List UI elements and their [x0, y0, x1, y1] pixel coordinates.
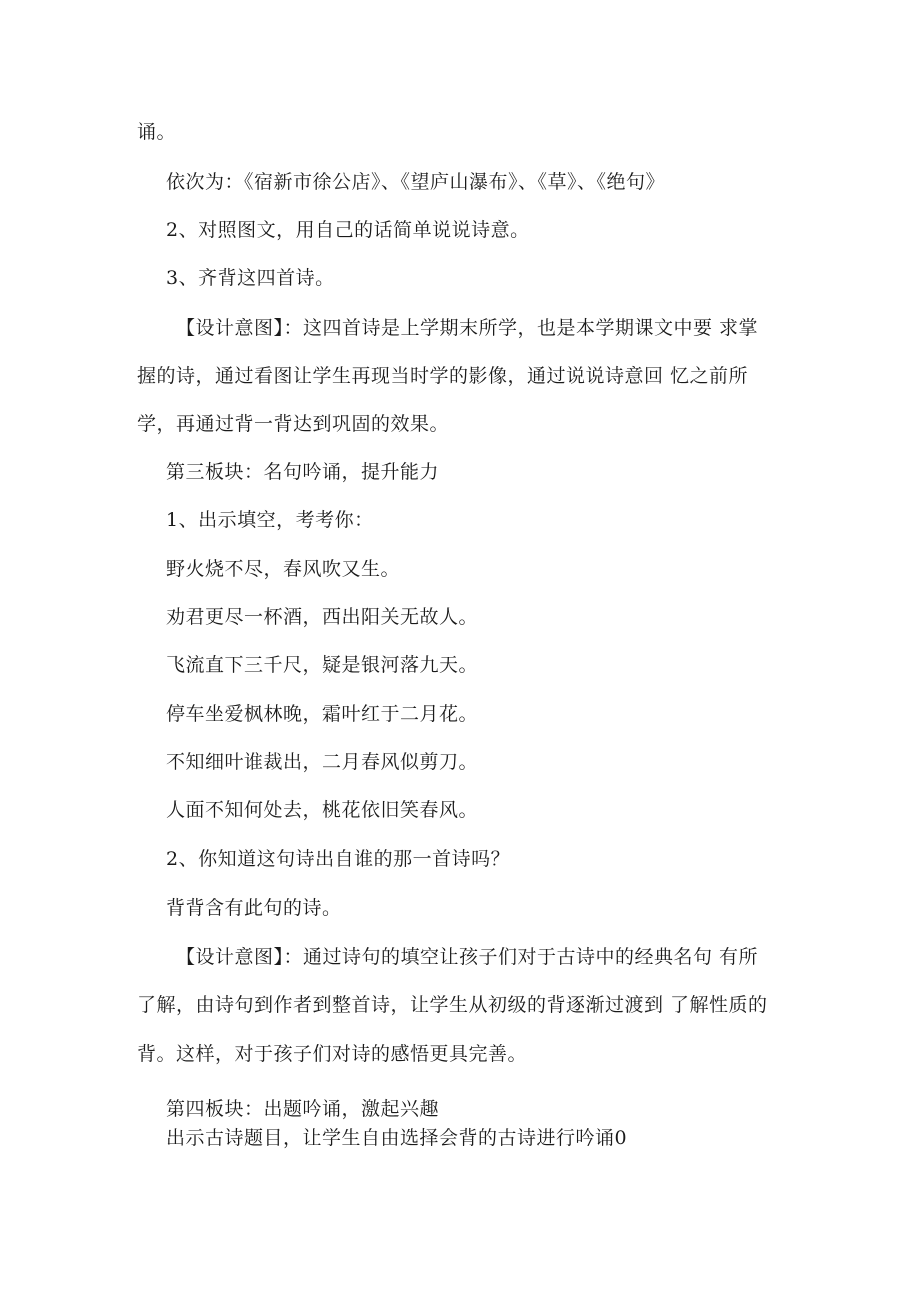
- text-line: 握的诗，通过看图让学生再现当时学的影像，通过说说诗意回 忆之前所: [137, 365, 749, 387]
- poem-line: 野火烧不尽，春风吹又生。: [166, 558, 401, 580]
- poem-line: 飞流直下三千尺，疑是银河落九天。: [166, 654, 479, 676]
- text-line: 3、齐背这四首诗。: [166, 267, 335, 289]
- text-line: 学，再通过背一背达到巩固的效果。: [137, 413, 450, 435]
- text-line: 背背含有此句的诗。: [166, 897, 342, 919]
- text-line: 了解，由诗句到作者到整首诗，让学生从初级的背逐渐过渡到 了解性质的: [137, 994, 768, 1016]
- text-line: 2、对照图文，用自己的话简单说说诗意。: [166, 219, 530, 241]
- text-line: 1、出示填空，考考你：: [166, 509, 374, 531]
- poem-line: 人面不知何处去，桃花依旧笑春风。: [166, 799, 479, 821]
- poem-line: 劝君更尽一杯酒，西出阳关无故人。: [166, 606, 479, 628]
- section-heading: 第四板块：出题吟诵，激起兴趣: [166, 1098, 440, 1120]
- design-intent-paragraph: 【设计意图】：通过诗句的填空让孩子们对于古诗中的经典名句 有所: [176, 946, 759, 968]
- design-intent-paragraph: 【设计意图】：这四首诗是上学期末所学，也是本学期课文中要 求掌: [176, 317, 759, 339]
- poem-line: 不知细叶谁裁出，二月春风似剪刀。: [166, 751, 479, 773]
- text-line: 依次为：《宿新市徐公店》、《望庐山瀑布》、《草》、《绝句》: [166, 171, 666, 193]
- section-heading: 第三板块：名句吟诵，提升能力: [166, 461, 440, 483]
- poem-line: 停车坐爱枫林晚，霜叶红于二月花。: [166, 703, 479, 725]
- text-line: 背。这样，对于孩子们对诗的感悟更具完善。: [137, 1043, 528, 1065]
- text-line: 出示古诗题目，让学生自由选择会背的古诗进行吟诵0: [166, 1127, 628, 1149]
- text-line: 诵。: [137, 121, 177, 143]
- text-line: 2、你知道这句诗出自谁的那一首诗吗？: [166, 848, 511, 870]
